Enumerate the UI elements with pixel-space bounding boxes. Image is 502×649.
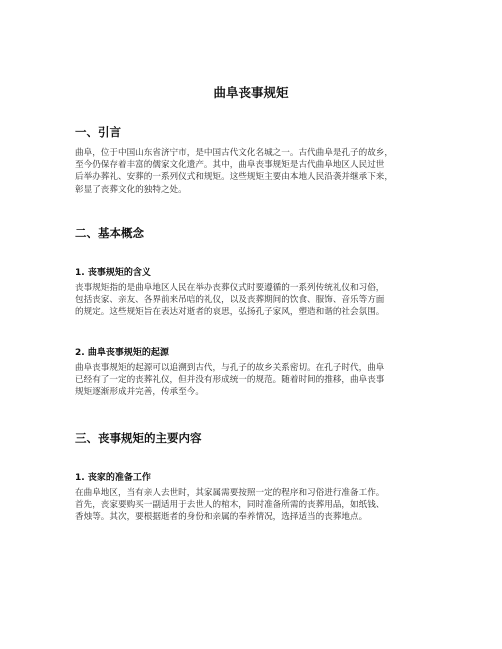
section-heading-introduction: 一、引言 [75, 125, 121, 139]
paragraph-line: 已经有了一定的丧葬礼仪，但并没有形成统一的规范。随着时间的推移，曲阜丧事 [75, 375, 385, 386]
paragraph-line: 香烛等。其次，要根据逝者的身份和亲属的奉养情况，选择适当的丧葬地点。 [75, 512, 368, 523]
section-heading-main-content: 三、丧事规矩的主要内容 [75, 431, 202, 445]
section-heading-basic-concepts: 二、基本概念 [75, 226, 144, 240]
paragraph-line: 后举办葬礼、安葬的一系列仪式和规矩。这些规矩主要由本地人民沿袭并继承下来， [75, 172, 393, 183]
paragraph-line: 在曲阜地区，当有亲人去世时，其家属需要按照一定的程序和习俗进行准备工作。 [75, 488, 385, 498]
paragraph-introduction [75, 147, 427, 196]
paragraph-origin [75, 362, 427, 399]
subsection-heading-preparation: 1. 丧家的准备工作 [75, 473, 151, 483]
paragraph-line: 彰显了丧葬文化的独特之处。 [75, 184, 187, 195]
paragraph-line: 曲阜丧事规矩的起源可以追溯到古代，与孔子的故乡关系密切。在孔子时代，曲阜 [75, 363, 385, 373]
document-title: 曲阜丧事规矩 [213, 85, 289, 100]
paragraph-line: 丧事规矩指的是曲阜地区人民在举办丧葬仪式时要遵循的一系列传统礼仪和习俗， [75, 283, 385, 293]
paragraph-line: 曲阜，位于中国山东省济宁市，是中国古代文化名城之一。古代曲阜是孔子的故乡， [75, 148, 393, 158]
paragraph-line: 规矩逐渐形成并完善，传承至今。 [75, 387, 204, 398]
paragraph-line: 至今仍保存着丰富的儒家文化遗产。其中，曲阜丧事规矩是古代曲阜地区人民过世 [75, 160, 385, 171]
paragraph-preparation [75, 487, 427, 524]
paragraph-meaning [75, 282, 427, 319]
paragraph-line: 的规定。这些规矩旨在表达对逝者的哀思，弘扬孔子家风，塑造和谐的社会氛围。 [75, 307, 385, 318]
subsection-heading-origin: 2. 曲阜丧事规矩的起源 [75, 348, 169, 358]
paragraph-line: 包括丧家、亲友、各界前来吊唁的礼仪，以及丧葬期间的饮食、服饰、音乐等方面 [75, 295, 385, 306]
subsection-heading-meaning: 1. 丧事规矩的含义 [75, 268, 151, 278]
paragraph-line: 首先，丧家要购买一副适用于去世人的棺木，同时准备所需的丧葬用品，如纸钱、 [75, 500, 385, 511]
